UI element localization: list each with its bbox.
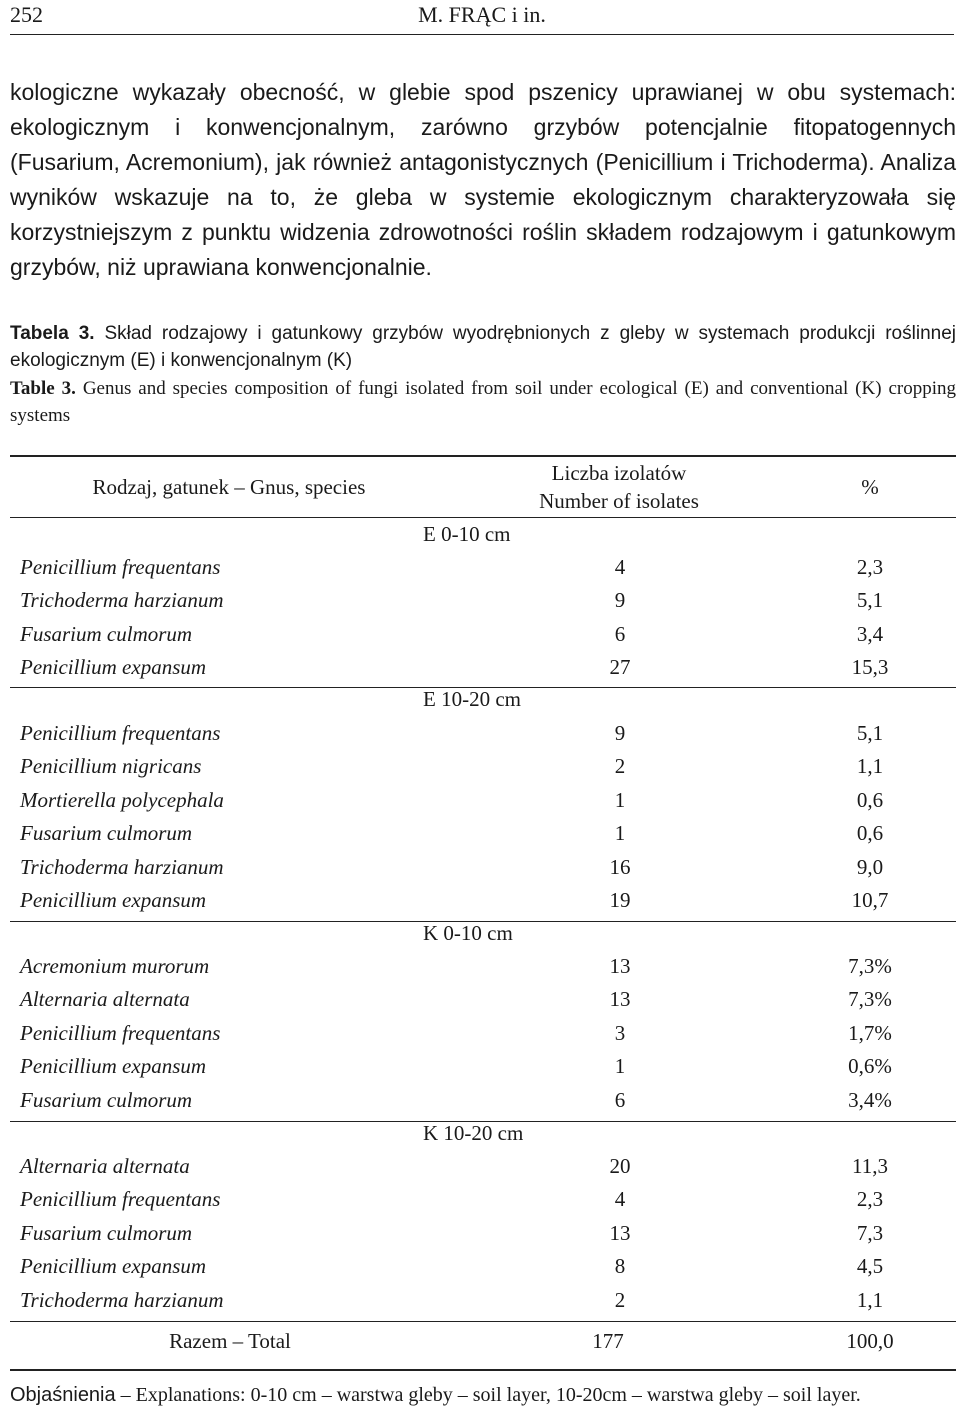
- header-percent: %: [861, 475, 879, 499]
- table-row: [10, 987, 956, 1020]
- isolate-count: 4: [614, 555, 626, 579]
- table-row: [10, 1154, 956, 1187]
- isolate-percent: 2,3: [856, 555, 884, 579]
- species-name: Penicillium expansum: [20, 888, 207, 912]
- isolate-percent: 1,1: [856, 1288, 884, 1312]
- isolate-count: 13: [609, 987, 631, 1011]
- table-row: [10, 622, 956, 655]
- species-name: Penicillium expansum: [20, 1054, 207, 1078]
- isolate-count: 1: [614, 821, 626, 845]
- table-title-en: Genus and species composition of fungi isolated from soil under ecological (E) and conventional (K) cropping systems: [10, 378, 957, 426]
- species-name: Alternaria alternata: [20, 1154, 190, 1178]
- isolate-percent: 5,1: [856, 588, 884, 612]
- header-rule: [10, 517, 956, 518]
- footnote-label: Objaśnienia: [10, 1384, 116, 1406]
- species-name: Penicillium expansum: [20, 655, 207, 679]
- species-name: Penicillium nigricans: [20, 754, 202, 778]
- footnote: [10, 1384, 956, 1407]
- species-name: Trichoderma harzianum: [20, 588, 224, 612]
- header-isolates: [510, 459, 728, 515]
- species-name: Trichoderma harzianum: [20, 855, 224, 879]
- isolate-count: 27: [609, 655, 631, 679]
- isolate-count: 1: [614, 1054, 626, 1078]
- footnote-text: – Explanations: 0-10 cm – warstwa gleby – soil layer, 10-20cm – warstwa gleby – soil layer.: [115, 1384, 861, 1406]
- table-top-rule: [10, 455, 956, 457]
- total-rule: [10, 1321, 956, 1322]
- section-title: K 10-20 cm: [423, 1121, 524, 1145]
- isolate-count: 6: [614, 622, 626, 646]
- header-isolates-pl: Liczba izolatów: [551, 461, 687, 485]
- isolate-count: 13: [609, 1221, 631, 1245]
- total-row: [10, 1329, 956, 1362]
- table-row: [10, 1187, 956, 1220]
- table-row: [10, 721, 956, 754]
- isolate-percent: 0,6: [856, 821, 884, 845]
- isolate-count: 6: [614, 1088, 626, 1112]
- table-title-pl: Skład rodzajowy i gatunkowy grzybów wyodrębnionych z gleby w systemach produkcji roślinnej ekologicznym (E) i konwencjonalnym (K): [10, 323, 956, 371]
- table-caption-pl: [10, 320, 956, 374]
- header-isolates-en: Number of isolates: [539, 489, 699, 513]
- isolate-percent: 1,1: [856, 754, 884, 778]
- isolate-percent: 11,3: [852, 1154, 888, 1178]
- section-title: E 0-10 cm: [423, 522, 511, 546]
- table-row: [10, 655, 956, 688]
- running-head: M. FRĄC i in.: [418, 2, 546, 27]
- isolate-percent: 15,3: [851, 655, 889, 679]
- isolate-percent: 0,6%: [848, 1054, 892, 1078]
- species-name: Fusarium culmorum: [20, 1088, 193, 1112]
- table-row: [10, 1221, 956, 1254]
- section-rule: [10, 921, 956, 922]
- table-row: [10, 821, 956, 854]
- isolate-count: 2: [614, 1288, 626, 1312]
- isolate-percent: 2,3: [856, 1187, 884, 1211]
- section-rule: [10, 1121, 956, 1122]
- species-name: Acremonium murorum: [20, 954, 210, 978]
- species-name: Penicillium frequentans: [20, 1021, 221, 1045]
- table-caption-en: [10, 375, 956, 429]
- isolate-count: 13: [609, 954, 631, 978]
- species-name: Penicillium frequentans: [20, 555, 221, 579]
- table-row: [10, 1288, 956, 1321]
- species-name: Penicillium frequentans: [20, 1187, 221, 1211]
- header-species: Rodzaj, gatunek – Gnus, species: [92, 475, 366, 499]
- species-name: Penicillium expansum: [20, 1254, 207, 1278]
- isolate-percent: 9,0: [856, 855, 884, 879]
- isolate-percent: 3,4%: [848, 1088, 892, 1112]
- species-name: Penicillium frequentans: [20, 721, 221, 745]
- section-title: E 10-20 cm: [423, 687, 521, 711]
- isolate-percent: 4,5: [856, 1254, 884, 1278]
- table-bottom-rule: [10, 1369, 956, 1371]
- species-name: Fusarium culmorum: [20, 622, 193, 646]
- table-row: [10, 1021, 956, 1054]
- table-row: [10, 954, 956, 987]
- isolate-count: 19: [609, 888, 631, 912]
- page-header: [10, 0, 954, 35]
- isolate-percent: 1,7%: [848, 1021, 892, 1045]
- table-label-en: Table 3.: [10, 378, 76, 399]
- page-number: 252: [10, 2, 43, 27]
- total-count: 177: [592, 1329, 624, 1353]
- table-row: [10, 1254, 956, 1287]
- table-row: [10, 855, 956, 888]
- isolate-percent: 3,4: [856, 622, 884, 646]
- table-row: [10, 754, 956, 787]
- species-name: Trichoderma harzianum: [20, 1288, 224, 1312]
- isolate-percent: 5,1: [856, 721, 884, 745]
- species-name: Mortierella polycephala: [20, 788, 224, 812]
- species-name: Fusarium culmorum: [20, 1221, 193, 1245]
- section-rule: [10, 687, 956, 688]
- isolate-count: 8: [614, 1254, 626, 1278]
- table-label-pl: Tabela 3.: [10, 323, 95, 344]
- species-name: Fusarium culmorum: [20, 821, 193, 845]
- species-name: Alternaria alternata: [20, 987, 190, 1011]
- isolate-count: 20: [609, 1154, 631, 1178]
- total-label: Razem – Total: [169, 1329, 291, 1353]
- isolate-percent: 7,3%: [848, 954, 892, 978]
- isolate-count: 4: [614, 1187, 626, 1211]
- isolate-count: 16: [609, 855, 631, 879]
- table-row: [10, 588, 956, 621]
- table-row: [10, 788, 956, 821]
- table-row: [10, 555, 956, 588]
- isolate-count: 9: [614, 588, 626, 612]
- isolate-count: 3: [614, 1021, 626, 1045]
- isolate-percent: 10,7: [851, 888, 889, 912]
- isolate-count: 2: [614, 754, 626, 778]
- table-row: [10, 1088, 956, 1121]
- section-title: K 0-10 cm: [423, 921, 513, 945]
- isolate-count: 1: [614, 788, 626, 812]
- isolate-count: 9: [614, 721, 626, 745]
- body-paragraph: kologiczne wykazały obecność, w glebie spod pszenicy uprawianej w obu systemach: ekologicznym i konwencjonalnym, zarówno grzybów potencjalnie fitopatogennych (Fusarium, Acremonium), jak również antagonistycznych (Penicillium i Trichoderma). Analiza wyników wskazuje na to, że gleba w systemie ekologicznym charakteryzowała się korzystniejszym z punktu widzenia zdrowotności roślin składem rodzajowym i gatunkowym grzybów, niż uprawiana konwencjonalnie.: [10, 79, 956, 280]
- isolate-percent: 7,3%: [848, 987, 892, 1011]
- table-row: [10, 1054, 956, 1087]
- isolate-percent: 7,3: [856, 1221, 884, 1245]
- table-row: [10, 888, 956, 921]
- isolate-percent: 0,6: [856, 788, 884, 812]
- total-percent: 100,0: [846, 1329, 894, 1353]
